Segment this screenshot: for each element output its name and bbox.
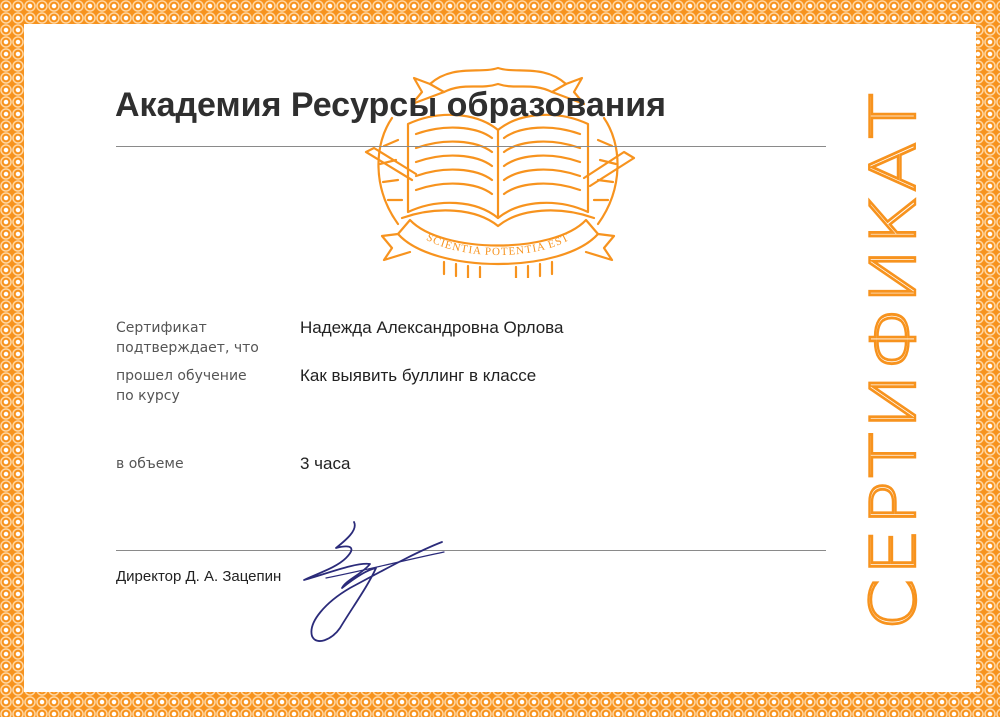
academy-title: Академия Ресурсы образования <box>115 86 667 124</box>
emblem-motto: SCIENTIA POTENTIA EST <box>424 231 572 259</box>
director-name: Директор Д. А. Зацепин <box>116 568 282 585</box>
vertical-title-text: СЕРТИФИКАТ <box>857 173 930 630</box>
certificate-vertical-title <box>845 70 935 645</box>
director-signature <box>296 518 448 650</box>
title-divider <box>116 146 826 147</box>
book-emblem-icon <box>352 48 644 278</box>
recipient-label: Сертификат подтверждает, что <box>116 320 259 356</box>
course-label: прошел обучение по курсу <box>116 368 247 404</box>
course-name: Как выявить буллинг в классе <box>300 366 537 385</box>
volume-value: 3 часа <box>300 454 351 473</box>
recipient-name: Надежда Александровна Орлова <box>300 318 564 337</box>
signature-divider <box>116 550 826 551</box>
volume-label: в объеме <box>116 456 184 472</box>
